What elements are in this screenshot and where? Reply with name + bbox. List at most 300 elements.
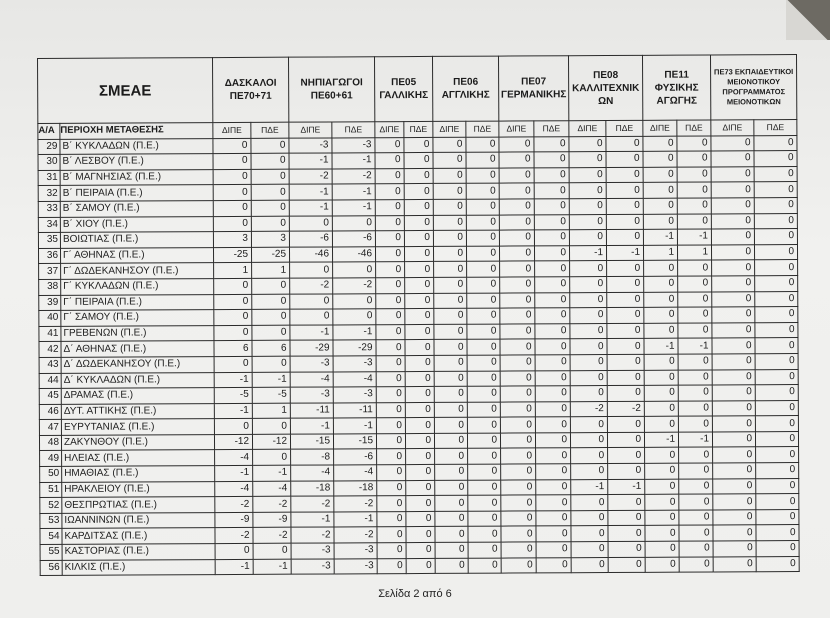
value-cell: 0 xyxy=(534,136,569,152)
value-cell: -4 xyxy=(215,481,253,497)
value-cell: 0 xyxy=(606,152,643,168)
region-name: ΚΑΡΔΙΤΣΑΣ (Π.Ε.) xyxy=(62,528,215,544)
value-cell: -12 xyxy=(252,434,290,450)
value-cell: 0 xyxy=(571,557,608,573)
value-cell: 0 xyxy=(251,169,289,185)
value-cell: -3 xyxy=(333,356,376,372)
value-cell: 0 xyxy=(500,292,535,308)
value-cell: 0 xyxy=(377,543,406,559)
region-name: ΓΡΕΒΕΝΩΝ (Π.Ε.) xyxy=(61,325,214,341)
value-cell: 0 xyxy=(606,167,643,183)
value-cell: 0 xyxy=(215,543,253,559)
value-cell: 0 xyxy=(711,229,754,245)
group-header-pe06: ΠΕ06 ΑΓΓΛΙΚΗΣ xyxy=(433,56,499,121)
value-cell: 0 xyxy=(608,463,645,479)
value-cell: 1 xyxy=(252,263,290,279)
row-number: 55 xyxy=(40,544,62,560)
value-cell: 0 xyxy=(405,340,434,356)
value-cell: 0 xyxy=(376,309,405,325)
value-cell: 0 xyxy=(606,183,643,199)
value-cell: 0 xyxy=(404,153,433,169)
row-number: 32 xyxy=(38,186,60,202)
value-cell: 0 xyxy=(677,214,711,230)
value-cell: 0 xyxy=(501,542,536,558)
row-number: 47 xyxy=(39,420,61,436)
value-cell: 0 xyxy=(433,199,466,215)
value-cell: 0 xyxy=(607,432,644,448)
value-cell: 0 xyxy=(405,262,434,278)
value-cell: 0 xyxy=(467,355,500,371)
value-cell: 0 xyxy=(711,213,754,229)
group-header-daskaloi: ΔΑΣΚΑΛΟΙ ΠΕ70+71 xyxy=(213,57,289,122)
value-cell: -1 xyxy=(214,403,252,419)
value-cell: 0 xyxy=(570,276,607,292)
value-cell: 0 xyxy=(467,339,500,355)
value-cell: 0 xyxy=(406,480,435,496)
value-cell: 0 xyxy=(435,464,468,480)
value-cell: 0 xyxy=(253,450,291,466)
value-cell: 6 xyxy=(252,340,290,356)
value-cell: 0 xyxy=(434,262,467,278)
value-cell: 0 xyxy=(376,433,405,449)
dipe-subheader: ΔΙΠΕ xyxy=(433,121,466,137)
value-cell: 0 xyxy=(405,371,434,387)
value-cell: 0 xyxy=(501,558,536,574)
value-cell: 0 xyxy=(571,495,608,511)
value-cell: -5 xyxy=(252,387,290,403)
value-cell: 0 xyxy=(643,214,677,230)
value-cell: 0 xyxy=(607,354,644,370)
value-cell: -1 xyxy=(332,184,375,200)
region-name: Β΄ ΠΕΙΡΑΙΑ (Π.Ε.) xyxy=(60,185,213,201)
row-number: 51 xyxy=(40,482,62,498)
value-cell: 0 xyxy=(405,387,434,403)
value-cell: -1 xyxy=(289,153,332,169)
value-cell: -1 xyxy=(607,245,644,261)
value-cell: 0 xyxy=(376,246,405,262)
value-cell: -9 xyxy=(215,512,253,528)
value-cell: 1 xyxy=(644,245,678,261)
row-number: 52 xyxy=(40,498,62,514)
value-cell: 0 xyxy=(607,307,644,323)
page-corner xyxy=(786,0,830,40)
value-cell: 0 xyxy=(711,198,754,214)
group-header-pe11: ΠΕ11 ΦΥΣΙΚΗΣ ΑΓΩΓΗΣ xyxy=(643,55,711,120)
value-cell: 0 xyxy=(404,199,433,215)
value-cell: 0 xyxy=(501,448,536,464)
value-cell: 0 xyxy=(608,510,645,526)
region-name: Γ΄ ΠΕΙΡΑΙΑ (Π.Ε.) xyxy=(61,294,214,310)
value-cell: 0 xyxy=(645,448,679,464)
value-cell: 0 xyxy=(468,511,501,527)
value-cell: 0 xyxy=(213,138,251,154)
value-cell: -1 xyxy=(333,418,376,434)
value-cell: -8 xyxy=(291,449,334,465)
value-cell: 0 xyxy=(713,432,756,448)
value-cell: -1 xyxy=(290,325,333,341)
value-cell: 0 xyxy=(468,527,501,543)
value-cell: 0 xyxy=(644,354,678,370)
value-cell: 0 xyxy=(535,261,570,277)
row-number: 30 xyxy=(38,155,60,171)
value-cell: 0 xyxy=(499,183,534,199)
dipe-subheader: ΔΙΠΕ xyxy=(569,121,606,137)
value-cell: 0 xyxy=(608,495,645,511)
value-cell: -3 xyxy=(290,387,333,403)
value-cell: 0 xyxy=(468,449,501,465)
value-cell: 0 xyxy=(377,449,406,465)
value-cell: 0 xyxy=(333,309,376,325)
value-cell: 0 xyxy=(535,355,570,371)
value-cell: 0 xyxy=(570,323,607,339)
value-cell: 0 xyxy=(433,137,466,153)
region-name: Β΄ ΜΑΓΝΗΣΙΑΣ (Π.Ε.) xyxy=(60,169,213,185)
value-cell: 0 xyxy=(756,463,799,479)
value-cell: -18 xyxy=(334,480,377,496)
value-cell: 0 xyxy=(535,401,570,417)
value-cell: 0 xyxy=(607,370,644,386)
value-cell: 0 xyxy=(606,198,643,214)
region-name: Β΄ ΣΑΜΟΥ (Π.Ε.) xyxy=(60,201,213,217)
value-cell: 0 xyxy=(376,402,405,418)
value-cell: 0 xyxy=(500,324,535,340)
value-cell: 0 xyxy=(571,542,608,558)
value-cell: 0 xyxy=(500,339,535,355)
value-cell: 0 xyxy=(376,371,405,387)
group-header-pe08: ΠΕ08 ΚΑΛΛΙΤΕΧΝΙΚ ΩΝ xyxy=(569,55,643,120)
value-cell: -4 xyxy=(290,371,333,387)
region-name: Γ΄ ΚΥΚΛΑΔΩΝ (Π.Ε.) xyxy=(61,279,214,295)
region-name: ΗΡΑΚΛΕΙΟΥ (Π.Ε.) xyxy=(62,481,215,497)
value-cell: 0 xyxy=(467,324,500,340)
value-cell: 0 xyxy=(404,215,433,231)
value-cell: -3 xyxy=(334,543,377,559)
value-cell: 0 xyxy=(678,354,712,370)
value-cell: 0 xyxy=(643,167,677,183)
value-cell: 0 xyxy=(405,293,434,309)
region-name: ΗΛΕΙΑΣ (Π.Ε.) xyxy=(62,450,215,466)
value-cell: 0 xyxy=(534,152,569,168)
value-cell: 0 xyxy=(535,386,570,402)
value-cell: 0 xyxy=(644,401,678,417)
value-cell: 0 xyxy=(290,293,333,309)
value-cell: 0 xyxy=(569,230,606,246)
value-cell: 0 xyxy=(534,199,569,215)
value-cell: 3 xyxy=(213,232,251,248)
value-cell: 0 xyxy=(570,432,607,448)
value-cell: 0 xyxy=(468,558,501,574)
value-cell: 0 xyxy=(500,277,535,293)
value-cell: -11 xyxy=(333,402,376,418)
value-cell: 0 xyxy=(713,510,756,526)
value-cell: 0 xyxy=(375,184,404,200)
value-cell: 0 xyxy=(404,231,433,247)
value-cell: 0 xyxy=(499,199,534,215)
dipe-subheader: ΔΙΠΕ xyxy=(499,121,534,137)
row-number: 49 xyxy=(40,451,62,467)
row-number: 50 xyxy=(40,466,62,482)
value-cell: 0 xyxy=(607,261,644,277)
value-cell: -3 xyxy=(333,387,376,403)
value-cell: 0 xyxy=(712,354,755,370)
value-cell: 0 xyxy=(755,275,798,291)
value-cell: 0 xyxy=(755,291,798,307)
value-cell: -4 xyxy=(253,481,291,497)
value-cell: 0 xyxy=(376,293,405,309)
group-header-pe05: ΠΕ05 ΓΑΛΛΙΚΗΣ xyxy=(375,56,433,121)
value-cell: 0 xyxy=(501,495,536,511)
value-cell: 0 xyxy=(535,277,570,293)
region-name: Δ΄ ΔΩΔΕΚΑΝΗΣΟΥ (Π.Ε.) xyxy=(61,356,214,372)
value-cell: 0 xyxy=(433,184,466,200)
value-cell: 0 xyxy=(375,215,404,231)
value-cell: 0 xyxy=(405,246,434,262)
value-cell: 0 xyxy=(467,308,500,324)
value-cell: 0 xyxy=(333,262,376,278)
value-cell: 0 xyxy=(500,402,535,418)
value-cell: 0 xyxy=(712,416,755,432)
value-cell: -1 xyxy=(677,229,711,245)
value-cell: 0 xyxy=(434,308,467,324)
value-cell: 0 xyxy=(377,558,406,574)
value-cell: 0 xyxy=(466,230,499,246)
value-cell: -4 xyxy=(333,371,376,387)
row-number: 45 xyxy=(39,388,61,404)
row-number: 56 xyxy=(40,560,62,576)
value-cell: 0 xyxy=(466,137,499,153)
value-cell: 0 xyxy=(466,152,499,168)
group-header-nipiagogoi: ΝΗΠΙΑΓΩΓΟΙ ΠΕ60+61 xyxy=(289,57,375,122)
value-cell: -1 xyxy=(333,324,376,340)
value-cell: 0 xyxy=(500,386,535,402)
value-cell: 0 xyxy=(712,260,755,276)
value-cell: 0 xyxy=(434,324,467,340)
dipe-subheader: ΔΙΠΕ xyxy=(375,122,404,138)
value-cell: 0 xyxy=(500,355,535,371)
value-cell: 0 xyxy=(606,214,643,230)
value-cell: 0 xyxy=(643,183,677,199)
value-cell: 0 xyxy=(434,246,467,262)
value-cell: 0 xyxy=(214,278,252,294)
value-cell: 0 xyxy=(253,543,291,559)
group-header-pe07: ΠΕ07 ΓΕΡΜΑΝΙΚΗΣ xyxy=(499,56,569,121)
value-cell: -1 xyxy=(289,200,332,216)
value-cell: -2 xyxy=(253,496,291,512)
row-number: 33 xyxy=(38,201,60,217)
value-cell: 0 xyxy=(251,153,289,169)
value-cell: -25 xyxy=(213,247,251,263)
dipe-subheader: ΔΙΠΕ xyxy=(213,122,251,138)
value-cell: 0 xyxy=(570,292,607,308)
value-cell: 0 xyxy=(405,418,434,434)
row-number: 46 xyxy=(39,404,61,420)
region-name: ΚΙΛΚΙΣ (Π.Ε.) xyxy=(62,559,215,575)
value-cell: 0 xyxy=(755,260,798,276)
value-cell: -1 xyxy=(332,153,375,169)
value-cell: 0 xyxy=(679,463,713,479)
value-cell: 0 xyxy=(679,541,713,557)
value-cell: 0 xyxy=(434,340,467,356)
value-cell: -2 xyxy=(215,497,253,513)
value-cell: 0 xyxy=(499,230,534,246)
value-cell: 0 xyxy=(643,198,677,214)
region-name: ΘΕΣΠΡΩΤΙΑΣ (Π.Ε.) xyxy=(62,497,215,513)
value-cell: 0 xyxy=(290,309,333,325)
value-cell: 0 xyxy=(607,417,644,433)
value-cell: 0 xyxy=(679,447,713,463)
value-cell: 0 xyxy=(252,356,290,372)
value-cell: 0 xyxy=(467,371,500,387)
value-cell: 0 xyxy=(213,154,251,170)
value-cell: 0 xyxy=(713,447,756,463)
value-cell: 0 xyxy=(755,385,798,401)
region-name: Δ΄ ΑΘΗΝΑΣ (Π.Ε.) xyxy=(61,341,214,357)
value-cell: 0 xyxy=(608,557,645,573)
value-cell: 0 xyxy=(375,200,404,216)
value-cell: -2 xyxy=(291,496,334,512)
value-cell: 0 xyxy=(468,464,501,480)
value-cell: 0 xyxy=(405,324,434,340)
value-cell: 0 xyxy=(499,168,534,184)
value-cell: 0 xyxy=(713,463,756,479)
value-cell: 0 xyxy=(756,447,799,463)
value-cell: 0 xyxy=(467,277,500,293)
value-cell: 0 xyxy=(754,213,797,229)
value-cell: 0 xyxy=(535,323,570,339)
value-cell: 0 xyxy=(645,541,679,557)
value-cell: 0 xyxy=(713,556,756,572)
value-cell: -2 xyxy=(289,169,332,185)
value-cell: -1 xyxy=(214,372,252,388)
value-cell: -6 xyxy=(332,231,375,247)
value-cell: -1 xyxy=(215,559,253,575)
value-cell: 0 xyxy=(499,152,534,168)
value-cell: 0 xyxy=(375,153,404,169)
value-cell: 0 xyxy=(644,416,678,432)
value-cell: 0 xyxy=(252,294,290,310)
value-cell: -3 xyxy=(291,559,334,575)
value-cell: -15 xyxy=(290,434,333,450)
value-cell: 0 xyxy=(406,542,435,558)
value-cell: 0 xyxy=(535,370,570,386)
value-cell: 0 xyxy=(645,557,679,573)
value-cell: 0 xyxy=(755,400,798,416)
value-cell: 0 xyxy=(534,230,569,246)
value-cell: -9 xyxy=(253,512,291,528)
value-cell: 0 xyxy=(375,137,404,153)
value-cell: 0 xyxy=(679,510,713,526)
value-cell: 0 xyxy=(644,385,678,401)
value-cell: 0 xyxy=(404,184,433,200)
value-cell: -2 xyxy=(607,401,644,417)
value-cell: 0 xyxy=(713,494,756,510)
value-cell: -1 xyxy=(253,559,291,575)
region-name: ΔΥΤ. ΑΤΤΙΚΗΣ (Π.Ε.) xyxy=(61,403,214,419)
table-body xyxy=(38,135,799,576)
value-cell: -1 xyxy=(644,338,678,354)
value-cell: 0 xyxy=(468,495,501,511)
value-cell: -3 xyxy=(334,558,377,574)
value-cell: 0 xyxy=(607,385,644,401)
row-number: 53 xyxy=(40,513,62,529)
value-cell: 0 xyxy=(571,526,608,542)
value-cell: 0 xyxy=(677,136,711,152)
value-cell: 3 xyxy=(251,231,289,247)
value-cell: 0 xyxy=(712,369,755,385)
value-cell: 0 xyxy=(406,496,435,512)
value-cell: 0 xyxy=(755,338,798,354)
row-number: 36 xyxy=(38,248,60,264)
value-cell: -46 xyxy=(333,246,376,262)
value-cell: 0 xyxy=(679,479,713,495)
value-cell: -1 xyxy=(608,479,645,495)
value-cell: 0 xyxy=(466,199,499,215)
value-cell: 0 xyxy=(535,339,570,355)
pde-subheader: ΠΔΕ xyxy=(606,120,643,136)
value-cell: -1 xyxy=(291,512,334,528)
value-cell: 0 xyxy=(643,151,677,167)
value-cell: -3 xyxy=(289,138,332,154)
pde-subheader: ΠΔΕ xyxy=(251,122,289,138)
row-number: 31 xyxy=(38,170,60,186)
value-cell: 0 xyxy=(755,369,798,385)
value-cell: 0 xyxy=(756,541,799,557)
value-cell: 0 xyxy=(756,525,799,541)
value-cell: 0 xyxy=(332,215,375,231)
value-cell: 0 xyxy=(406,511,435,527)
value-cell: 0 xyxy=(252,418,290,434)
row-number: 44 xyxy=(39,373,61,389)
value-cell: 0 xyxy=(536,464,571,480)
value-cell: 0 xyxy=(289,216,332,232)
value-cell: 0 xyxy=(608,526,645,542)
value-cell: 0 xyxy=(712,385,755,401)
value-cell: -3 xyxy=(291,543,334,559)
value-cell: 0 xyxy=(377,527,406,543)
value-cell: 0 xyxy=(678,307,712,323)
value-cell: -11 xyxy=(290,403,333,419)
dipe-subheader: ΔΙΠΕ xyxy=(711,120,754,136)
value-cell: 0 xyxy=(376,387,405,403)
value-cell: 0 xyxy=(468,542,501,558)
value-cell: 0 xyxy=(755,244,798,260)
value-cell: 0 xyxy=(434,433,467,449)
transfer-table xyxy=(37,54,800,576)
value-cell: 0 xyxy=(536,542,571,558)
group-header-pe73: ΠΕ73 ΕΚΠΑΙΔΕΥΤΙΚΟΙ ΜΕΙΟΝΟΤΙΚΟΥ ΠΡΟΓΡΑΜΜΑΤΟΣ ΜΕΙΟΝΟΤΙΚΩΝ xyxy=(711,55,797,120)
value-cell: 0 xyxy=(467,293,500,309)
value-cell: 0 xyxy=(571,464,608,480)
region-name: ΒΟΙΩΤΙΑΣ (Π.Ε.) xyxy=(60,232,213,248)
value-cell: 0 xyxy=(214,356,252,372)
value-cell: 0 xyxy=(435,558,468,574)
value-cell: 0 xyxy=(606,229,643,245)
value-cell: -25 xyxy=(251,247,289,263)
value-cell: -29 xyxy=(290,340,333,356)
value-cell: 0 xyxy=(678,401,712,417)
value-cell: -2 xyxy=(570,401,607,417)
value-cell: 0 xyxy=(500,308,535,324)
value-cell: 0 xyxy=(536,495,571,511)
value-cell: 0 xyxy=(467,246,500,262)
value-cell: 0 xyxy=(376,340,405,356)
value-cell: 0 xyxy=(434,277,467,293)
value-cell: 0 xyxy=(501,511,536,527)
value-cell: 0 xyxy=(678,323,712,339)
value-cell: 0 xyxy=(534,183,569,199)
value-cell: 0 xyxy=(435,480,468,496)
value-cell: 0 xyxy=(712,291,755,307)
